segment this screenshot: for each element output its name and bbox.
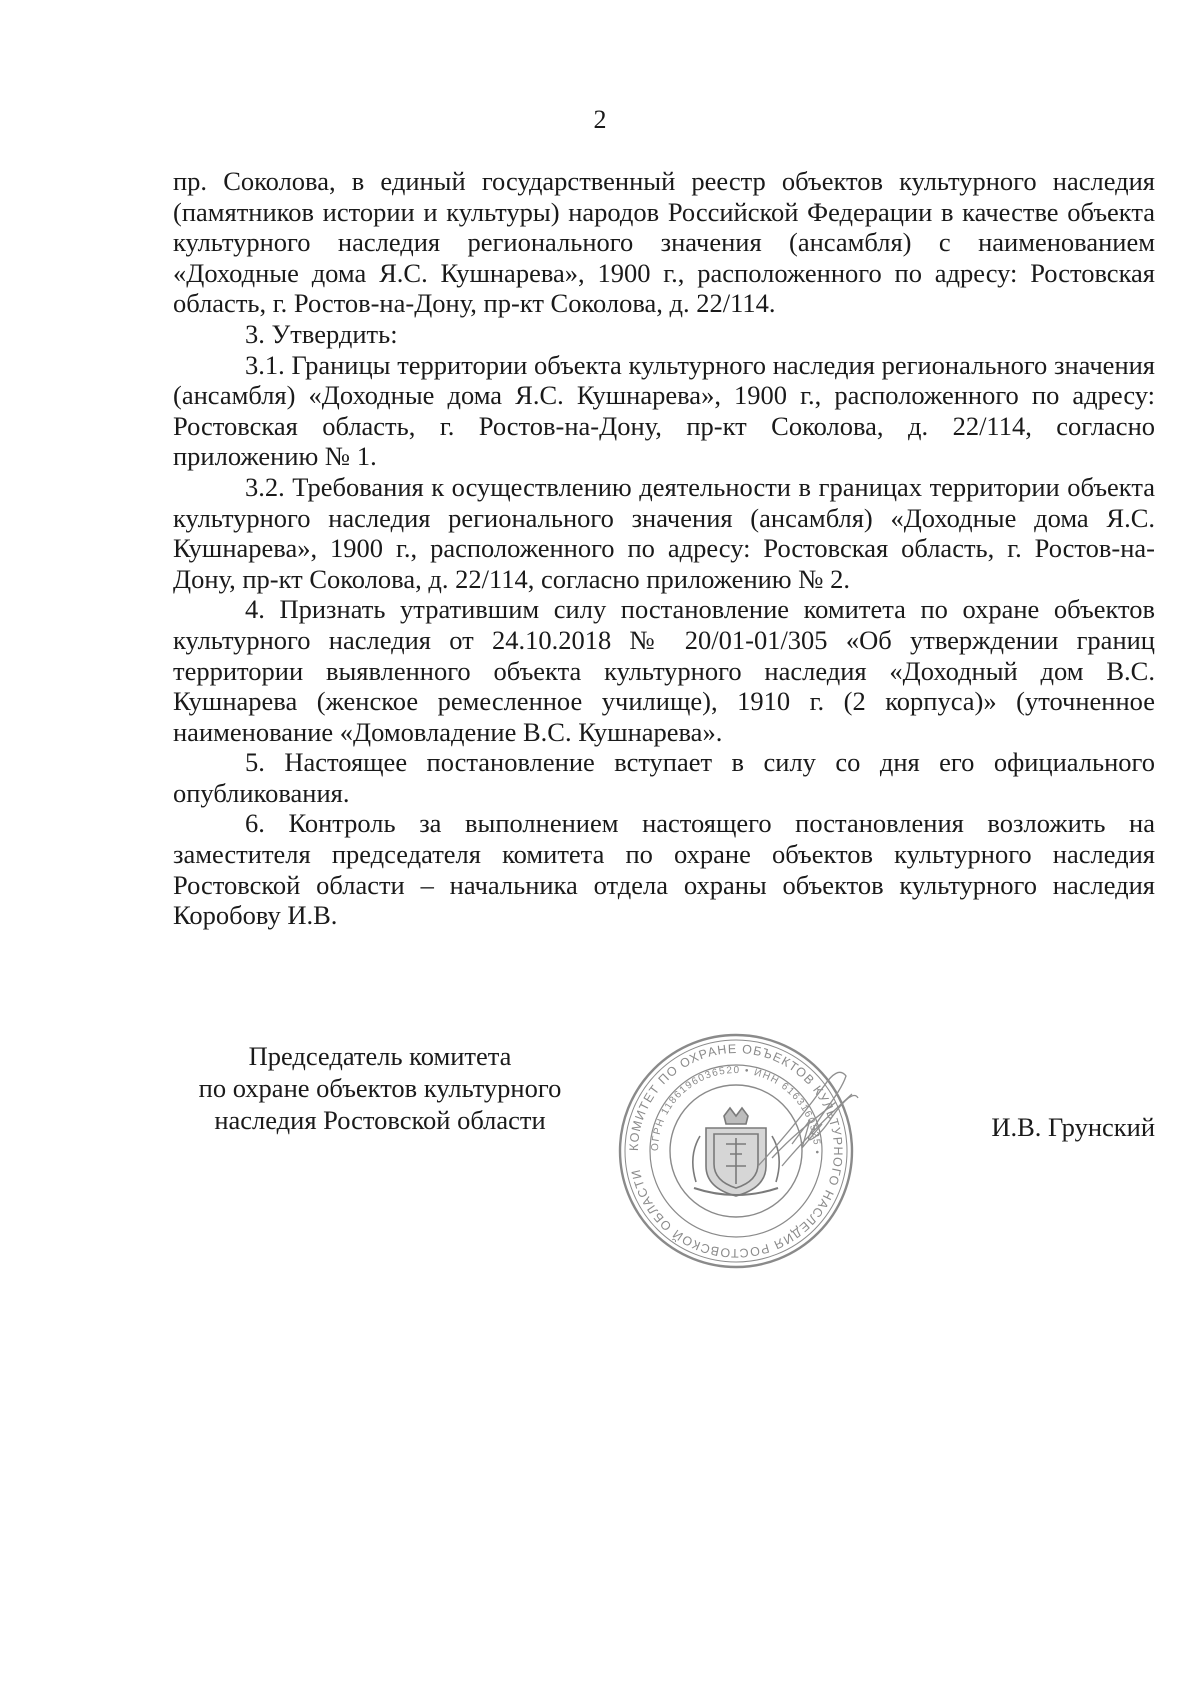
stamp-outer-text: КОМИТЕТ ПО ОХРАНЕ ОБЪЕКТОВ КУЛЬТУРНОГО НАСЛЕДИЯ РОСТОВСКОЙ ОБЛАСТИ [626,1041,846,1261]
signatory-title [170,1040,590,1136]
signatory-name: И.В. Грунский [991,1112,1155,1142]
signature-block [0,1040,1200,1300]
stamp-inner-text: ОГРН 1186196036520 • ИНН 6163160525 • [649,1064,823,1156]
signatory-title-line: по охране объектов культурного [198,1073,562,1103]
signatory-title-line: Председатель комитета [248,1041,512,1071]
official-seal-stamp [596,1016,876,1286]
paragraph-3: 3. Утвердить: [245,318,398,349]
paragraph-5: 5. Настоящее постановление вступает в силу со дня его официального опубликования. [173,747,1155,808]
paragraph-1: пр. Соколова, в единый государственный реестр объектов культурного наследия (памятников истории и культуры) народов Российской Федерации в качестве объекта культурного наследия регионального значения (ансамбля) с наименованием «Доходные дома Я.С. Кушнарева», 1900 г., расположенного по адресу: Ростовская область, г. Ростов-на-Дону, пр-кт Соколова, д. 22/114. [173,166,1155,319]
paragraph-6: 6. Контроль за выполнением настоящего постановления возложить на заместителя председателя комитета по охране объектов культурного наследия Ростовской области – начальника отдела охраны объектов культурного наследия Коробову И.В. [173,808,1155,931]
coat-of-arms-icon [693,1108,779,1196]
paragraph-4: 4. Признать утратившим силу постановление комитета по охране объектов культурного наследия от 24.10.2018 № 20/01-01/305 «Об утверждении границ территории выявленного объекта культурного наследия «Доходный дом В.С. Кушнарева (женское ремесленное училище), 1910 г. (2 корпуса)» (уточненное наименование «Домовладение В.С. Кушнарева». [173,594,1155,747]
signatory-title-line: наследия Ростовской области [214,1105,546,1135]
paragraph-3-1: 3.1. Границы территории объекта культурного наследия регионального значения (ансамбля) «Доходные дома Я.С. Кушнарева», 1900 г., расположенного по адресу: Ростовская область, г. Ростов-на-Дону, пр-кт Соколова, д. 22/114, согласно приложению № 1. [173,349,1155,472]
paragraph-3-2: 3.2. Требования к осуществлению деятельности в границах территории объекта культурного наследия регионального значения (ансамбля) «Доходные дома Я.С. Кушнарева», 1900 г., расположенного по адресу: Ростовская область, г. Ростов-на-Дону, пр-кт Соколова, д. 22/114, согласно приложению № 2. [173,471,1155,594]
document-body [173,166,1155,931]
page-number: 2 [593,105,607,134]
